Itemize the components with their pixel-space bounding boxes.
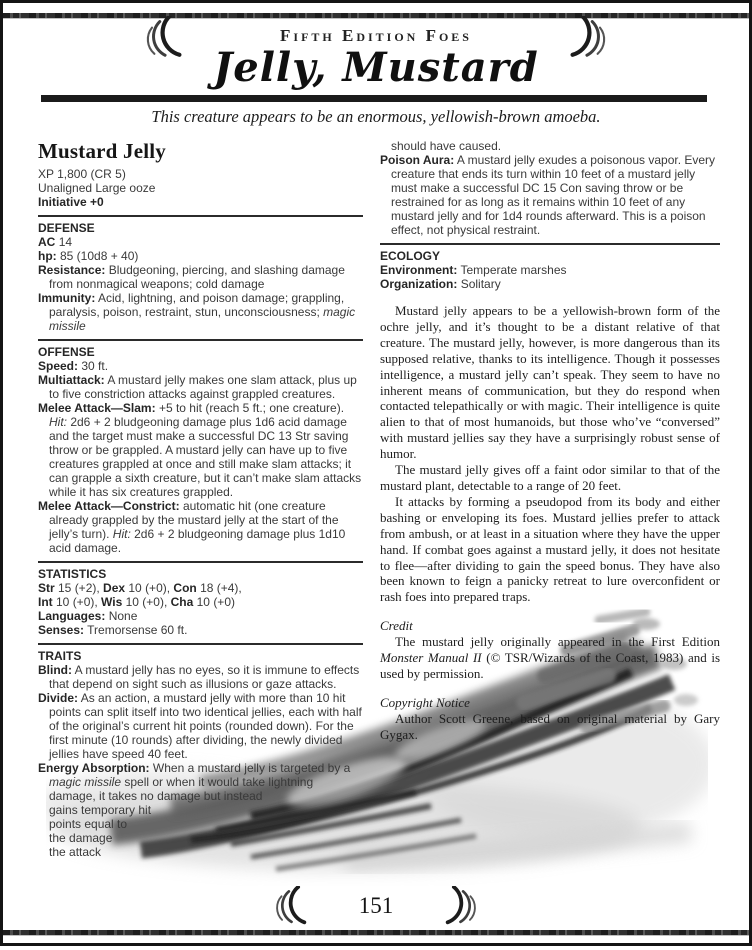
top-texture-rule <box>3 13 749 18</box>
type-line: Unaligned Large ooze <box>38 181 156 195</box>
slam-attack-line: Melee Attack—Slam: +5 to hit (reach 5 ft.; one creature). Hit: 2d6 + 2 bludgeoning damage plus 1d6 acid damage and the target must make a successful DC 13 Str saving throw or be grappled. A mustard jelly can have up to five creatures grappled at once and still make slam attacks; it can grapple a sixth creature, but it can’t make slam attacks while it has six creatures grappled. <box>38 401 362 499</box>
energy-wrap-line: the damage <box>49 831 113 845</box>
offense-header: OFFENSE <box>38 345 95 359</box>
page-title: Jelly, Mustard <box>213 44 539 91</box>
lore-text <box>380 303 720 605</box>
energy-wrap-line: points equal to <box>49 817 128 831</box>
creature-tagline: This creature appears to be an enormous, yellowish-brown amoeba. <box>151 107 601 126</box>
section-rule <box>380 243 720 245</box>
credit-text: The mustard jelly originally appeared in the First Edition Monster Manual II (© TSR/Wizards of the Coast, 1983) and is used by permission. <box>380 634 720 682</box>
title-rule <box>41 95 707 102</box>
traits-header: TRAITS <box>38 649 82 663</box>
constrict-attack-line: Melee Attack—Constrict: automatic hit (one creature already grappled by the mustard jelly at the start of the jelly’s turn). Hit: 2d6 + 2 bludgeoning damage plus 1d10 acid damage. <box>38 499 346 555</box>
energy-absorption-trait: Energy Absorption: When a mustard jelly is targeted by a magic missile spell or when it would take lightning damage, it takes no damage but instead <box>38 761 351 803</box>
xp-line: XP 1,800 (CR 5) <box>38 167 126 181</box>
monster-name: Mustard Jelly <box>38 139 167 163</box>
lore-paragraph: The mustard jelly gives off a faint odor similar to that of the mustard plant, detectable to a range of 20 feet. <box>380 462 720 493</box>
copyright-heading: Copyright Notice <box>380 694 470 710</box>
environment-line: Environment: Temperate marshes <box>380 263 567 277</box>
languages-line: Languages: None <box>38 609 138 623</box>
divide-trait: Divide: As an action, a mustard jelly with more than 10 hit points can split itself into two identical jellies, each with half of the original’s current hit points (rounded down). For the first minute (10 rounds) after dividing, the newly divided jellies have speed 40 feet. <box>38 691 362 761</box>
senses-line: Senses: Tremorsense 60 ft. <box>38 623 188 637</box>
multiattack-line: Multiattack: A mustard jelly makes one slam attack, plus up to five constriction attacks against grappled creatures. <box>38 373 357 401</box>
page-border-bottom <box>0 943 752 946</box>
initiative-line: Initiative +0 <box>38 195 104 209</box>
copyright-text: Author Scott Greene, based on original material by Gary Gygax. <box>380 710 720 742</box>
book-header: Fifth Edition Foes <box>280 26 472 45</box>
speed-line: Speed: 30 ft. <box>38 359 109 373</box>
hp-line: hp: 85 (10d8 + 40) <box>38 249 139 263</box>
resistance-line: Resistance: Bludgeoning, piercing, and slashing damage from nonmagical weapons; cold damage <box>38 263 345 291</box>
bottom-texture-rule <box>3 930 749 935</box>
lore-paragraph: Mustard jelly appears to be a yellowish-brown form of the ochre jelly, and it’s thought to be a distant relative of that creature. The mustard jelly, however, is more dangerous than its supposed relative, thanks to its intelligence. Though it possesses intelligence, a mustard jelly can’t speak. They seem to have no inherent means of communication, but they do respond when contacted telepathically or with magic. Their intelligence is quite alien to that of most humanoids, but those who’ve “conversed” with mustard jellies say they have a surprisingly robust sense of humor. <box>380 303 720 462</box>
defense-header: DEFENSE <box>38 221 95 235</box>
lore-column <box>380 139 720 859</box>
section-rule <box>38 643 363 645</box>
lore-paragraph: It attacks by forming a pseudopod from its body and either bashing or enveloping its foes. Mustard jellies prefer to attack from ambush, or at least in a situation where they have the upper hand. If combat goes against a mustard jelly, it does not hesitate to flee—after dividing to gain the speed bonus. They have also been known to feign a panicky retreat to lure overconfident or rash foes into prepared traps. <box>380 493 720 605</box>
page-border-top <box>0 0 752 3</box>
section-rule <box>38 561 363 563</box>
poison-aura-trait: Poison Aura: A mustard jelly exudes a poisonous vapor. Every creature that ends its turn within 10 feet of a mustard jelly must make a successful DC 15 Con saving throw or be restrained for as long as it remains within 10 feet of any mustard jelly and for 1d4 rounds afterward. This is a poison effect, not physical restraint. <box>380 153 716 237</box>
section-rule <box>38 339 363 341</box>
blind-trait: Blind: A mustard jelly has no eyes, so it is immune to effects that depend on sight such as illusions or gaze attacks. <box>38 663 360 691</box>
content-columns <box>38 139 720 859</box>
abilities-line-2: Int 10 (+0), Wis 10 (+0), Cha 10 (+0) <box>38 595 235 609</box>
energy-wrap-line: the attack <box>49 845 102 859</box>
immunity-line: Immunity: Acid, lightning, and poison damage; grappling, paralysis, poison, restraint, stun, unconsciousness; magic missile <box>38 291 356 333</box>
ecology-header: ECOLOGY <box>380 249 441 263</box>
energy-wrap-line: gains temporary hit <box>49 803 152 817</box>
credit-heading: Credit <box>380 618 413 634</box>
stat-block-column <box>38 139 363 859</box>
abilities-line-1: Str 15 (+2), Dex 10 (+0), Con 18 (+4), <box>38 581 242 595</box>
ac-line: AC 14 <box>38 235 73 249</box>
section-rule <box>38 215 363 217</box>
organization-line: Organization: Solitary <box>380 277 501 291</box>
trait-continuation-line: should have caused. <box>391 139 502 153</box>
page-number: 151 <box>358 893 394 918</box>
statistics-header: STATISTICS <box>38 567 107 581</box>
page-border-left <box>0 0 3 946</box>
